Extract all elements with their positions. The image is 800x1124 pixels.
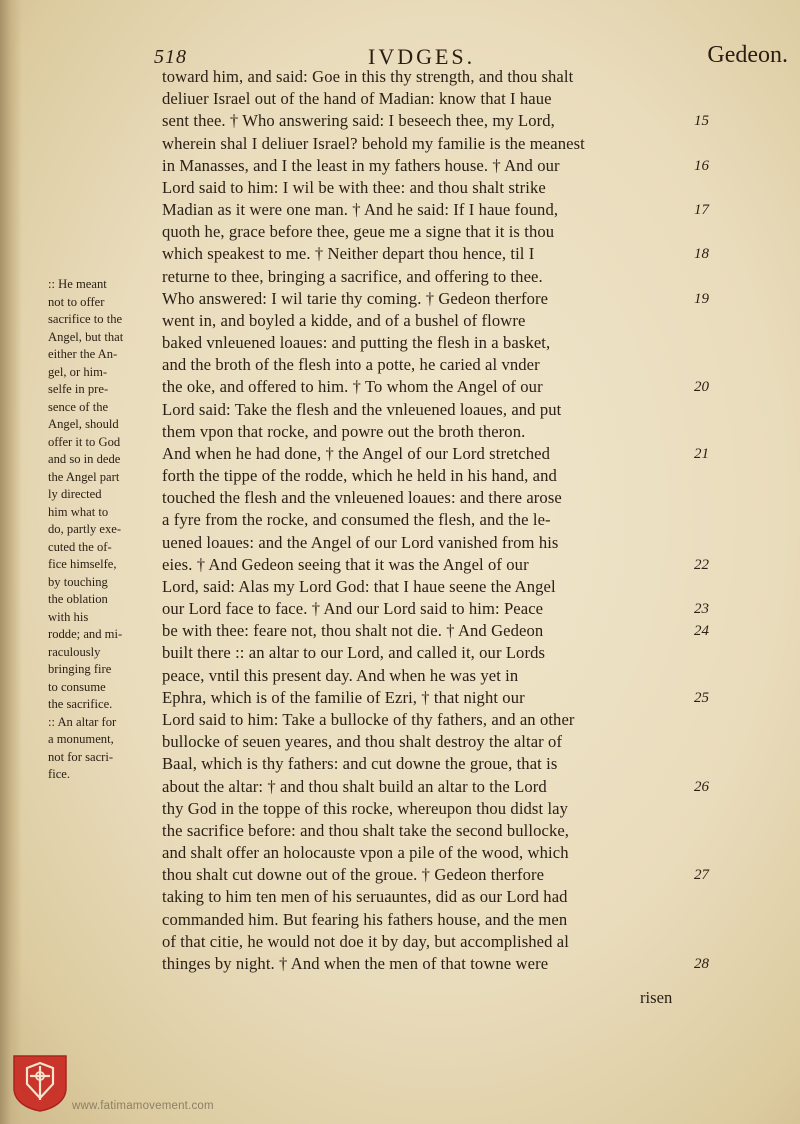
verse-number: 15 [694, 113, 709, 130]
verse-number [694, 886, 734, 908]
text-line: Ephra, which is of the familie of Ezri, † that night our [162, 687, 525, 707]
verse-number: 18 [694, 246, 709, 263]
text-line: returne to thee, bringing a sacrifice, and offering to thee. [162, 266, 543, 286]
text-line: touched the flesh and the vnleuened loaues: and there arose [162, 488, 562, 508]
verse-number-column [694, 66, 734, 975]
verse-number: 23 [694, 601, 709, 618]
text-line: and the broth of the flesh into a potte, he caried al vnder [162, 355, 540, 375]
page-gutter-shadow [0, 0, 22, 1124]
gloss-line: fice. [48, 767, 71, 781]
gloss-line: the sacrifice. [48, 697, 113, 711]
verse-number [694, 66, 734, 88]
watermark-url: www.fatimamovement.com [72, 1100, 214, 1112]
text-line: sent thee. † Who answering said: I beseech thee, my Lord, [162, 111, 555, 131]
verse-number: 28 [694, 955, 709, 972]
verse-number: 17 [694, 202, 709, 219]
text-line: Lord said to him: I wil be with thee: and thou shalt strike [162, 177, 546, 197]
main-text-column [162, 66, 688, 975]
gloss-line: rodde; and mi- [48, 627, 123, 641]
text-line: And when he had done, † the Angel of our Lord stretched [162, 443, 550, 463]
text-line: Lord, said: Alas my Lord God: that I haue seene the Angel [162, 576, 556, 596]
verse-number [694, 509, 734, 531]
gloss-line: selfe in pre- [48, 382, 109, 396]
verse-number [694, 421, 734, 443]
gloss-line: a monument, [48, 732, 114, 746]
text-line: Lord said to him: Take a bullocke of thy fathers, and an other [162, 709, 575, 729]
text-line: baked vnleuened loaues: and putting the flesh in a basket, [162, 333, 551, 353]
gloss-line: and so in dede [48, 452, 121, 466]
gloss-line: him what to [48, 504, 109, 519]
text-line: of that citie, he would not doe it by day, but accomplished al [162, 931, 569, 951]
text-line: taking to him ten men of his seruauntes, did as our Lord had [162, 887, 568, 907]
verse-number [694, 266, 734, 288]
verse-number [694, 310, 734, 332]
text-line: thinges by night. † And when the men of that towne were [162, 953, 549, 973]
verse-number [694, 753, 734, 775]
verse-number [694, 354, 734, 376]
text-line: our Lord face to face. † And our Lord said to him: Peace [162, 599, 544, 619]
marginal-gloss [48, 276, 160, 784]
verse-number [694, 221, 734, 243]
gloss-line: :: An altar for [48, 714, 117, 729]
gloss-line: either the An- [48, 347, 118, 361]
text-line: deliuer Israel out of the hand of Madian: know that I haue [162, 89, 552, 109]
text-line: in Manasses, and I the least in my fathers house. † And our [162, 155, 560, 175]
verse-number [694, 665, 734, 687]
gloss-line: :: He meant [48, 277, 107, 291]
gloss-line: sence of the [48, 399, 109, 414]
verse-number [694, 399, 734, 421]
text-line: wherein shal I deliuer Israel? behold my familie is the meanest [162, 133, 585, 153]
text-line: which speakest to me. † Neither depart thou hence, til I [162, 244, 535, 264]
text-line: built there :: an altar to our Lord, and called it, our Lords [162, 643, 546, 663]
gloss-line: not to offer [48, 294, 105, 309]
verse-number [694, 88, 734, 110]
text-line: thy God in the toppe of this rocke, whereupon thou didst lay [162, 798, 569, 818]
text-line: Lord said: Take the flesh and the vnleuened loaues, and put [162, 399, 562, 419]
gloss-line: bringing fire [48, 662, 112, 676]
text-line: commanded him. But fearing his fathers house, and the men [162, 909, 568, 929]
gloss-line: gel, or him- [48, 364, 108, 379]
verse-number [694, 909, 734, 931]
text-line: Madian as it were one man. † And he said: If I haue found, [162, 200, 559, 220]
gloss-line: offer it to God [48, 434, 121, 449]
gloss-line: not for sacri- [48, 749, 114, 764]
text-line: eies. † And Gedeon seeing that it was the Angel of our [162, 554, 529, 574]
verse-number: 22 [694, 556, 709, 573]
text-line: Who answered: I wil tarie thy coming. † Gedeon therfore [162, 288, 549, 308]
section-title: Gedeon. [707, 42, 788, 68]
verse-number: 24 [694, 623, 709, 640]
text-line: the sacrifice before: and thou shalt take the second bullocke, [162, 820, 570, 840]
text-line: quoth he, grace before thee, geue me a signe that it is thou [162, 222, 555, 242]
text-line: a fyre from the rocke, and consumed the flesh, and the le- [162, 510, 551, 530]
text-line: and shalt offer an holocauste vpon a pile of the wood, which [162, 843, 569, 863]
verse-number: 19 [694, 290, 709, 307]
gloss-line: do, partly exe- [48, 522, 122, 536]
gloss-line: fice himselfe, [48, 557, 117, 571]
text-line: Baal, which is thy fathers: and cut downe the groue, that is [162, 754, 558, 774]
gloss-line: Angel, should [48, 417, 119, 431]
verse-number: 21 [694, 445, 709, 462]
gloss-line: with his [48, 609, 89, 624]
verse-number [694, 532, 734, 554]
page-number: 518 [154, 46, 187, 68]
text-line: thou shalt cut downe out of the groue. † Gedeon therfore [162, 865, 545, 885]
text-line: peace, vntil this present day. And when he was yet in [162, 665, 519, 685]
verse-number [694, 709, 734, 731]
text-line: be with thee: feare not, thou shalt not die. † And Gedeon [162, 621, 544, 641]
gloss-line: to consume [48, 679, 106, 694]
verse-number [694, 487, 734, 509]
verse-number [694, 642, 734, 664]
verse-number: 20 [694, 379, 709, 396]
gloss-line: the oblation [48, 592, 108, 606]
verse-number [694, 465, 734, 487]
verse-number: 25 [694, 689, 709, 706]
verse-number [694, 798, 734, 820]
fatima-movement-logo-icon [12, 1054, 68, 1112]
text-line: the oke, and offered to him. † To whom the Angel of our [162, 377, 543, 397]
gloss-line: by touching [48, 574, 108, 589]
verse-number [694, 842, 734, 864]
catchword: risen [640, 988, 673, 1007]
verse-number: 26 [694, 778, 709, 795]
verse-number [694, 332, 734, 354]
verse-number [694, 820, 734, 842]
text-line: went in, and boyled a kidde, and of a bushel of flowre [162, 310, 526, 330]
gloss-line: sacrifice to the [48, 312, 123, 326]
gloss-line: ly directed [48, 487, 102, 501]
verse-number: 16 [694, 157, 709, 174]
text-line: about the altar: † and thou shalt build an altar to the Lord [162, 776, 547, 796]
gloss-line: cuted the of- [48, 539, 112, 554]
text-line: forth the tippe of the rodde, which he held in his hand, and [162, 466, 557, 486]
gloss-line: the Angel part [48, 469, 120, 484]
text-line: toward him, and said: Goe in this thy strength, and thou shalt [162, 67, 574, 86]
text-line: uened loaues: and the Angel of our Lord vanished from his [162, 532, 559, 552]
verse-number [694, 576, 734, 598]
verse-number [694, 177, 734, 199]
text-line: them vpon that rocke, and powre out the broth theron. [162, 421, 526, 441]
gloss-line: Angel, but that [48, 329, 124, 344]
verse-number: 27 [694, 867, 709, 884]
text-line: bullocke of seuen yeares, and thou shalt destroy the altar of [162, 732, 563, 752]
verse-number [694, 731, 734, 753]
running-title: IVDGES. [368, 44, 476, 69]
gloss-line: raculously [48, 644, 101, 659]
verse-number [694, 931, 734, 953]
verse-number [694, 133, 734, 155]
